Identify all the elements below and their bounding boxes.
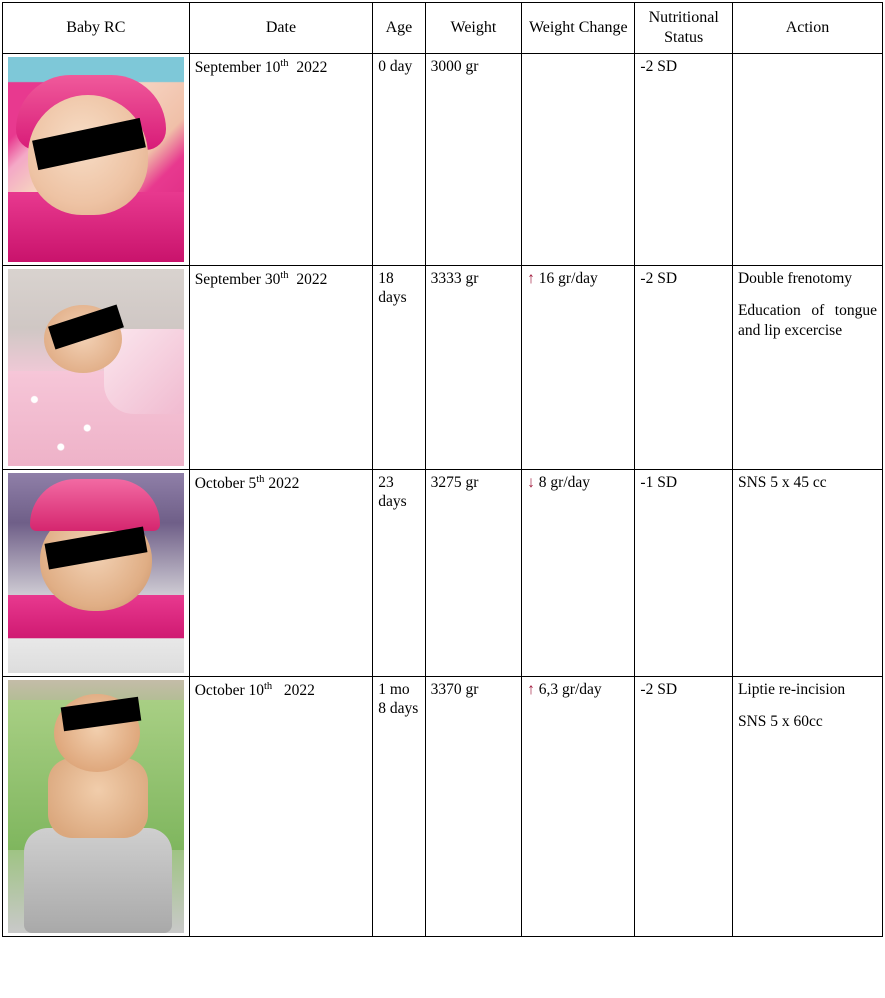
column-header-weight: Weight (425, 3, 521, 54)
column-header-date: Date (189, 3, 373, 54)
nutritional-status-cell: -2 SD (635, 266, 733, 470)
weight-change-cell (522, 54, 635, 266)
action-cell (732, 677, 882, 937)
column-header-nutritional-status: Nutritional Status (635, 3, 733, 54)
baby-photo-cell (3, 266, 190, 470)
weight-change-cell (522, 266, 635, 470)
weight-cell: 3370 gr (425, 677, 521, 937)
document-page (0, 2, 885, 998)
baby-photo-cell (3, 677, 190, 937)
table-row (3, 54, 883, 266)
date-ordinal-suffix: th (256, 474, 265, 485)
date-cell (189, 470, 373, 677)
table-row (3, 470, 883, 677)
date-year: 2022 (268, 475, 300, 493)
column-header-baby-rc: Baby RC (3, 3, 190, 54)
action-line: Liptie re-incision (737, 681, 846, 698)
date-text: September 30 (194, 271, 281, 289)
date-cell (189, 54, 373, 266)
photo-hat-shape (30, 479, 160, 531)
action-line: Double frenotomy (737, 270, 853, 287)
weight-cell: 3000 gr (425, 54, 521, 266)
baby-photo-cell (3, 470, 190, 677)
column-header-weight-change: Weight Change (522, 3, 635, 54)
table-row (3, 266, 883, 470)
table-header-row (3, 3, 883, 54)
change-value: 16 gr/day (538, 270, 598, 287)
baby-growth-monitoring-table (2, 2, 883, 937)
change-arrow-icon: ↓ (527, 474, 535, 491)
age-cell: 1 mo 8 days (373, 677, 425, 937)
weight-change-cell (522, 677, 635, 937)
table-row (3, 677, 883, 937)
age-cell: 0 day (373, 54, 425, 266)
baby-photo-cell (3, 54, 190, 266)
column-header-age: Age (373, 3, 425, 54)
photo-pants-shape (24, 828, 172, 933)
change-value: 6,3 gr/day (538, 681, 602, 698)
date-text: October 10 (194, 682, 264, 700)
nutritional-status-cell: -2 SD (635, 677, 733, 937)
action-cell (732, 470, 882, 677)
action-cell (732, 54, 882, 266)
column-header-action: Action (732, 3, 882, 54)
change-arrow-icon: ↑ (527, 681, 535, 698)
date-year: 2022 (296, 271, 328, 289)
change-arrow-icon: ↑ (527, 270, 535, 287)
action-line: SNS 5 x 45 cc (737, 474, 827, 491)
table-header (3, 3, 883, 54)
date-ordinal-suffix: th (280, 270, 289, 281)
date-year: 2022 (283, 682, 315, 700)
date-ordinal-suffix: th (280, 58, 289, 69)
date-cell (189, 266, 373, 470)
nutritional-status-cell: -1 SD (635, 470, 733, 677)
date-text: October 5 (194, 475, 257, 493)
baby-with-pacifier-photo (8, 269, 184, 466)
date-cell (189, 677, 373, 937)
nutritional-status-cell: -2 SD (635, 54, 733, 266)
newborn-baby-photo (8, 57, 184, 262)
change-value: 8 gr/day (538, 474, 591, 491)
table-body (3, 54, 883, 937)
crying-baby-photo (8, 680, 184, 933)
age-cell: 23 days (373, 470, 425, 677)
weight-cell: 3333 gr (425, 266, 521, 470)
age-cell: 18 days (373, 266, 425, 470)
action-line: Education of tongue and lip excercise (737, 302, 877, 339)
baby-with-pink-hat-photo (8, 473, 184, 673)
action-line: SNS 5 x 60cc (737, 713, 823, 731)
date-ordinal-suffix: th (263, 681, 273, 692)
weight-change-cell (522, 470, 635, 677)
weight-cell: 3275 gr (425, 470, 521, 677)
date-text: September 10 (194, 59, 281, 77)
date-year: 2022 (296, 59, 328, 77)
action-cell (732, 266, 882, 470)
